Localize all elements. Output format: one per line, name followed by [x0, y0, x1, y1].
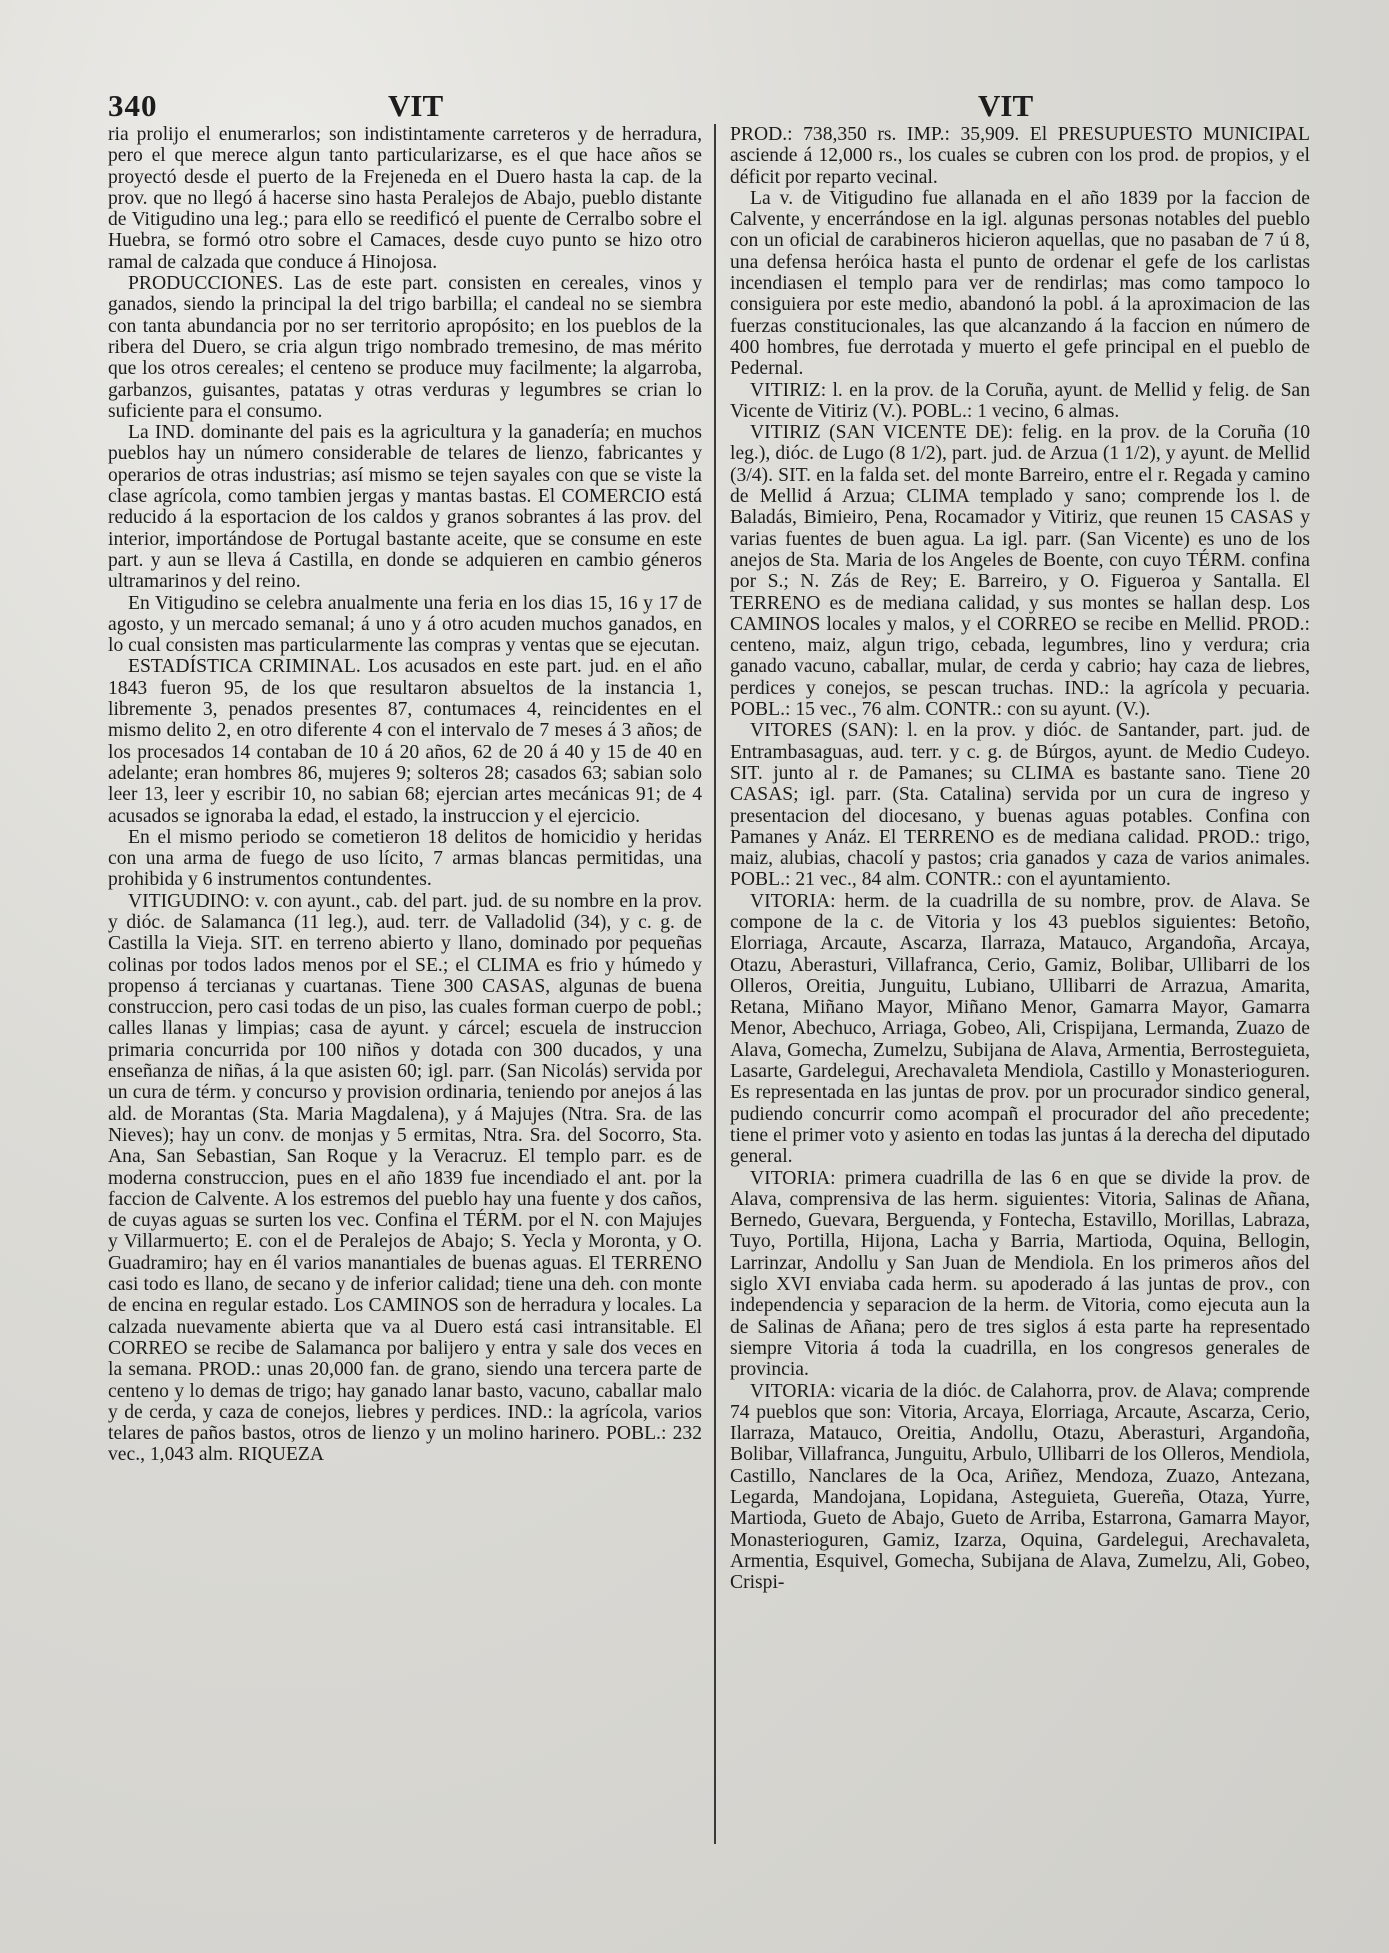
paragraph: ria prolijo el enumerarlos; son indistintamente carreteros y de herradura, pero el que merece algun tanto particularizarse, es el que hace años se proyectó desde el puerto de la Freјeneda en el Duero hasta la cap. de la prov. que no llegó á hacerse sino hasta Peralejos de Abajo, pueblo distante de Vitigudino una leg.; para ello se reedificó el puente de Cerralbo sobre el Huebra, se formó otro sobre el Camaces, desde cuyo punto se hizo otro ramal de calzada que conduce á Hinojosa.: [108, 124, 702, 273]
paragraph: VITORES (SAN): l. en la prov. y dióc. de Santander, part. jud. de Entrambasaguas, aud. terr. y c. g. de Búrgos, ayunt. de Medio Cudeyo. SIT. junto al r. de Pamanes; su CLIMA es bastante sano. Tiene 20 CASAS; igl. parr. (Sta. Catalina) servida por un cura de ingreso y presentacion del diocesano, y buenas aguas potables. Confina con Pamanes y Anáz. El TERRENO es de mediana calidad. PROD.: trigo, maiz, alubias, chacolí y pastos; cria ganados y caza de varios animales. POBL.: 21 vec., 84 alm. CONTR.: con el ayuntamiento.: [730, 720, 1310, 891]
paragraph: ESTADÍSTICA CRIMINAL. Los acusados en este part. jud. en el año 1843 fueron 95, de los que resultaron absueltos de la instancia 1, libremente 3, penados presentes 87, contumaces 4, reincidentes en el mismo delito 2, en otro diferente 4 con el intervalo de 7 meses á 3 años; de los procesados 14 contaban de 10 á 20 años, 62 de 20 á 40 y 15 de 40 en adelante; eran hombres 86, mujeres 9; solteros 28; casados 63; sabian solo leer 13, leer y escribir 10, no sabian 68; ejercian artes mecánicas 91; de 4 acusados se ignoraba la edad, el estado, la instruccion y el ejercicio.: [108, 656, 702, 827]
running-head-left: VIT: [388, 88, 444, 123]
left-column: [108, 124, 702, 1466]
paragraph: La v. de Vitigudino fue allanada en el año 1839 por la faccion de Calvente, y encerrándose en la igl. algunas personas notables del pueblo con un oficial de carabineros hicieron aquellas, que no pasaban de 7 ú 8, una defensa heróica hasta el punto de ordenar el gefe de los carlistas incendiasen el templo para ver de rendirlas; mas como tampoco lo consiguiera por este medio, abandonó la pobl. á la aproximacion de las fuerzas constitucionales, las que alcanzando á la faccion en número de 400 hombres, fue derrotada y muerto el gefe principal en el pueblo de Pedernal.: [730, 187, 1310, 380]
right-column: [730, 124, 1310, 1593]
paragraph: VITORIA: vicaria de la dióc. de Calahorra, prov. de Alava; comprende 74 pueblos que son: Vitoria, Arcaya, Elorriaga, Arcaute, Ascarza, Cerio, Ilarraza, Matauco, Oreitia, Andollu, Otazu, Aberasturi, Argandoña, Bolibar, Villafranca, Junguitu, Arbulo, Ullibarri de los Olleros, Mendiola, Castillo, Nanclares de la Oca, Ariñez, Mendoza, Zuazo, Antezana, Legarda, Mandojana, Lopidana, Asteguieta, Guereña, Otaza, Yurre, Martioda, Gueto de Abajo, Gueto de Arriba, Estarrona, Gamarra Mayor, Monasterioguren, Gamiz, Izarza, Oquina, Gardelegui, Arechavaleta, Armentia, Esquivel, Gomecha, Subijana de Alava, Zumelzu, Ali, Gobeo, Crispi-: [730, 1380, 1310, 1594]
paragraph: En el mismo periodo se cometieron 18 delitos de homicidio y heridas con una arma de fuego de uso lícito, 7 armas blancas permitidas, una prohibida y 6 instrumentos contundentes.: [108, 826, 702, 891]
running-head-right: VIT: [978, 88, 1034, 123]
paragraph: VITIRIZ (SAN VICENTE DE): felig. en la prov. de la Coruña (10 leg.), dióc. de Lugo (8 1/2), part. jud. de Arzua (1 1/2), y ayunt. de Mellid (3/4). SIT. en la falda set. del monte Barreiro, entre el r. Regada y camino de Mellid á Arzua; CLIMA templado y sano; comprende los l. de Baladás, Bimieiro, Pena, Rocamador y Vitiriz, que reunen 15 CASAS y varias fuentes de buen agua. La igl. parr. (San Vicente) es uno de los anejos de Sta. Maria de los Angeles de Boente, con cuyo TÉRM. confina por S.; N. Zás de Rey; E. Barreiro, y O. Figueroa y Santalla. El TERRENO es de mediana calidad, y sus montes se hallan desp. Los CAMINOS locales y malos, y el CORREO se recibe en Mellid. PROD.: centeno, maiz, algun trigo, cebada, legumbres, lino y verdura; cria ganado vacuno, caballar, mular, de cerda y cabrio; hay caza de liebres, perdices y conejos, se pescan truchas. IND.: la agrícola y pecuaria. POBL.: 15 vec., 76 alm. CONTR.: con su ayunt. (V.).: [730, 422, 1310, 721]
column-divider: [714, 124, 716, 1844]
paragraph: En Vitigudino se celebra anualmente una feria en los dias 15, 16 y 17 de agosto, y un mercado semanal; á uno y á otro acuden muchos ganados, en lo cual consisten mas particularmente las compras y ventas que se ejecutan.: [108, 592, 702, 657]
paragraph: VITIRIZ: l. en la prov. de la Coruña, ayunt. de Mellid y felig. de San Vicente de Vitiriz (V.). POBL.: 1 vecino, 6 almas.: [730, 379, 1310, 422]
paragraph: VITORIA: herm. de la cuadrilla de su nombre, prov. de Alava. Se compone de la c. de Vitoria y los 43 pueblos siguientes: Betoño, Elorriaga, Arcaute, Ascarza, Ilarraza, Matauco, Argandoña, Arcaya, Otazu, Aberasturi, Villafranca, Cerio, Gamiz, Bolibar, Ullibarri de los Olleros, Oreitia, Junguitu, Lubiano, Ullibarri de Arrazua, Amarita, Retana, Miñano Mayor, Miñano Menor, Gamarra Mayor, Gamarra Menor, Abechuco, Arriaga, Gobeo, Ali, Crispijana, Lermanda, Zuazo de Alava, Gomecha, Zumelzu, Subijana de Alava, Armentia, Berrosteguieta, Lasarte, Gardelegui, Arechavaleta Mendiola, Castillo y Monasterioguren. Es representada en las juntas de prov. por un procurador sindico general, pudiendo concurrir como acompañ el procurador del año precedente; tiene el primer voto y asiento en todas las juntas á la derecha del diputado general.: [730, 890, 1310, 1168]
paragraph: PROD.: 738,350 rs. IMP.: 35,909. El PRESUPUESTO MUNICIPAL asciende á 12,000 rs., los cuales se cubren con los prod. de propios, y el déficit por reparto vecinal.: [730, 124, 1310, 188]
page-number: 340: [108, 88, 158, 123]
paragraph: La IND. dominante del pais es la agricultura y la ganadería; en muchos pueblos hay un número considerable de telares de lienzo, fabricantes y operarios de otras industrias; así mismo se tejen sayales con que se viste la clase agrícola, como tambien jergas y mantas bastas. El COMERCIO está reducido á la esportacion de los caldos y granos sobrantes á las prov. del interior, importándose de Portugal bastante aceite, que se consume en este part. y aun se lleva á Castilla, en donde se adquieren en cambio géneros ultramarinos y del reino.: [108, 422, 702, 593]
paragraph: VITIGUDINO: v. con ayunt., cab. del part. jud. de su nombre en la prov. y dióc. de Salamanca (11 leg.), aud. terr. de Valladolid (34), y c. g. de Castilla la Vieja. SIT. en terreno abierto y llano, dominado por pequeñas colinas por todos lados menos por el SE.; el CLIMA es frio y húmedo y propenso á tercianas y cuartanas. Tiene 300 CASAS, algunas de buena construccion, pero casi todas de un piso, las cuales forman cuerpo de pobl.; calles llanas y limpias; casa de ayunt. y cárcel; escuela de instruccion primaria concurrida por 100 niños y dotada con 300 ducados, y una enseñanza de niñas, á la que asisten 60; igl. parr. (San Nicolás) servida por un cura de térm. y concurso y provision ordinaria, teniendo por anejos á las ald. de Morantas (Sta. Maria Magdalena), y á Majujes (Ntra. Sra. de las Nieves); hay un conv. de monjas y 5 ermitas, Ntra. Sra. del Socorro, Sta. Ana, San Sebastian, San Roque y la Veracruz. El templo parr. es de moderna construccion, pues en el año 1839 fue incendiado el ant. por la faccion de Calvente. A los estremos del pueblo hay una fuente y dos caños, de cuyas aguas se surten los vec. Confina el TÉRM. por el N. con Majujes y Villarmuerto; E. con el de Peralejos de Abajo; S. Yecla y Moronta, y O. Guadramiro; hay en él varios manantiales de buenas aguas. El TERRENO casi todo es llano, de secano y de inferior calidad; tiene una deh. con monte de encina en regular estado. Los CAMINOS son de herradura y locales. La calzada nuevamente abierta que va al Duero está casi intransitable. El CORREO se recibe de Salamanca por balijero y entra y sale dos veces en la semana. PROD.: unas 20,000 fan. de grano, siendo una tercera parte de centeno y lo demas de trigo; hay ganado lanar basto, vacuno, caballar malo y de cerda, y caza de conejos, liebres y perdices. IND.: la agrícola, varios telares de paños bastos, otros de lienzo y un molino harinero. POBL.: 232 vec., 1,043 alm. RIQUEZA: [108, 890, 702, 1466]
paragraph: VITORIA: primera cuadrilla de las 6 en que se divide la prov. de Alava, comprensiva de las herm. siguientes: Vitoria, Salinas de Añana, Bernedo, Guevara, Berguenda, y Fontecha, Estavillo, Morillas, Labraza, Tuyo, Portilla, Hijona, Lacha y Barria, Martioda, Oquina, Bellogin, Larrinzar, Andollu y San Juan de Mendiola. En los primeros años del siglo XVI enviaba cada herm. su apoderado á las juntas de prov., con independencia y separacion de la herm. de Vitoria, como ejecuta aun la de Salinas de Añana; pero de tres siglos á esta parte ha representado siempre Vitoria á toda la cuadrilla, en los congresos generales de provincia.: [730, 1167, 1310, 1381]
page-header: [108, 88, 1308, 128]
paragraph: PRODUCCIONES. Las de este part. consisten en cereales, vinos y ganados, siendo la principal la del trigo barbilla; el candeal no se siembra con tanta abundancia por no ser territorio apropósito; en los pueblos de la ribera del Duero, se cria algun trigo nombrado tremesino, de mas mérito que los otros cereales; el centeno se produce muy facilmente; la algarroba, garbanzos, guisantes, patatas y otras verduras y legumbres se crian lo suficiente para el consumo.: [108, 273, 702, 422]
